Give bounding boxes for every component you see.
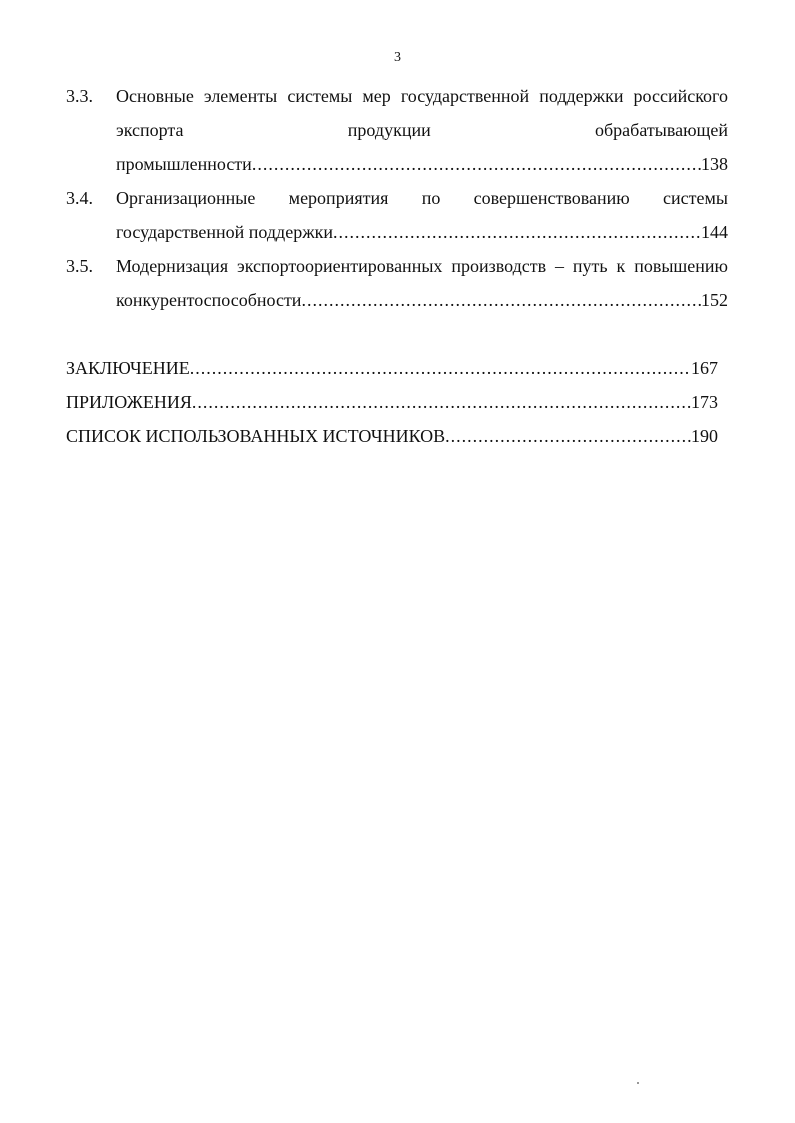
toc-entry-body — [116, 249, 728, 317]
toc-entry-3-3[interactable] — [66, 79, 728, 181]
dot-leader — [301, 283, 701, 317]
toc-entry-leader-line — [116, 215, 734, 249]
toc-entry-number: 3.3. — [66, 86, 93, 106]
toc-entry-leader-line — [116, 283, 734, 317]
toc-entry-3-5[interactable] — [66, 249, 728, 317]
toc-entry-leader-line — [116, 147, 734, 181]
dot-leader — [333, 215, 701, 249]
toc-entry-title-line: экспорта продукции обрабатывающей — [116, 120, 728, 140]
dot-leader — [445, 419, 691, 453]
dot-leader — [192, 385, 691, 419]
scan-speck — [637, 1082, 639, 1084]
toc-entry-3-4[interactable] — [66, 181, 728, 249]
toc-page-number: 138 — [701, 154, 728, 174]
toc-entry-title-last: промышленности — [116, 154, 252, 174]
toc-entry-leader-line — [66, 419, 718, 453]
toc-page-number: 152 — [701, 290, 728, 310]
toc-entry-number: 3.5. — [66, 256, 93, 276]
dot-leader — [190, 351, 691, 385]
toc-entry-title: ПРИЛОЖЕНИЯ — [66, 392, 192, 412]
toc-entry-appendices[interactable] — [66, 385, 728, 419]
toc-entry-title: СПИСОК ИСПОЛЬЗОВАННЫХ ИСТОЧНИКОВ — [66, 426, 446, 446]
toc-entry-number: 3.4. — [66, 188, 93, 208]
toc-entry-title-line: Модернизация экспортоориентированных производств – путь к повышению — [116, 256, 728, 276]
toc-entry-references[interactable] — [66, 419, 728, 453]
toc-entry-leader-line — [66, 385, 718, 419]
toc-page-number: 167 — [691, 358, 718, 378]
toc-page-number: 144 — [701, 222, 728, 242]
dot-leader — [252, 147, 701, 181]
toc-entry-conclusion[interactable] — [66, 351, 728, 385]
toc-entry-title: ЗАКЛЮЧЕНИЕ — [66, 358, 190, 378]
toc-entry-body — [116, 79, 728, 181]
toc-page-number: 173 — [691, 392, 718, 412]
toc-entry-title-last: конкурентоспособности — [116, 290, 302, 310]
table-of-contents — [66, 79, 728, 453]
toc-entry-title-last: государственной поддержки — [116, 222, 334, 242]
toc-page-number: 190 — [691, 426, 718, 446]
toc-entry-title-line: Основные элементы системы мер государственной поддержки российского — [116, 86, 728, 106]
toc-entry-leader-line — [66, 351, 718, 385]
toc-entry-body — [116, 181, 728, 249]
spacer — [66, 317, 728, 351]
toc-entry-title-line: Организационные мероприятия по совершенствованию системы — [116, 188, 728, 208]
page-number: 3 — [394, 50, 401, 65]
